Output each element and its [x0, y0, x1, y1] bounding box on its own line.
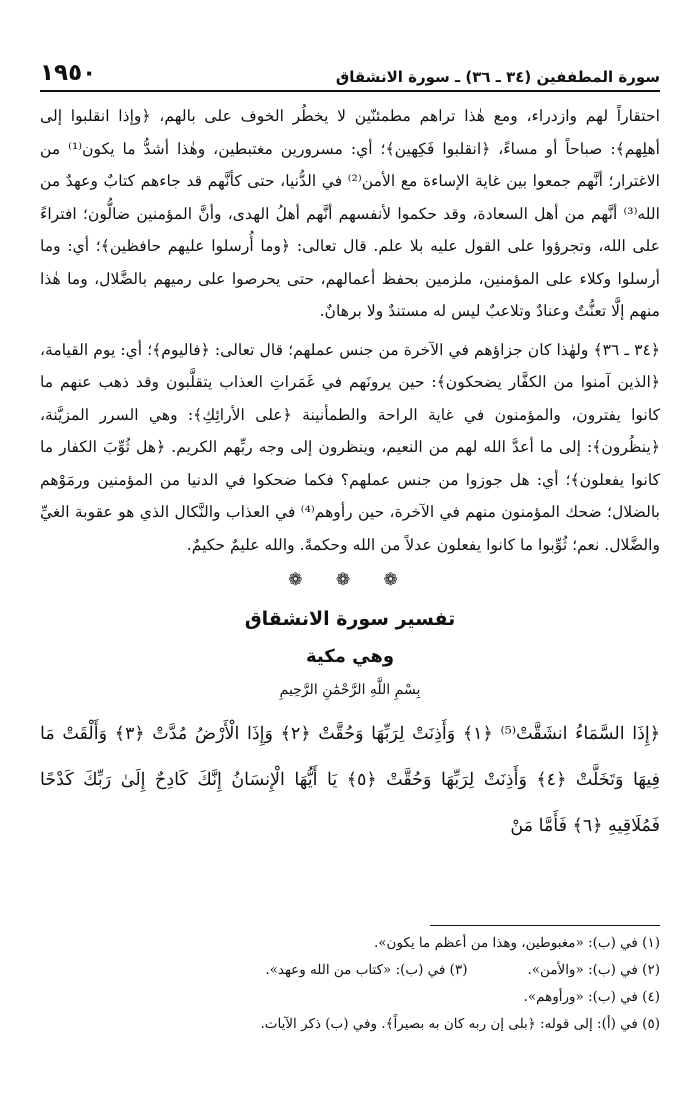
- book-page: [40, 52, 660, 849]
- paragraph: ﴿٣٤ ـ ٣٦﴾ ولهٰذا كان جزاؤهم في الآخرة من جنس عملهم؛ قال تعالى: ﴿فاليوم﴾؛ أي: يوم القيامة، ﴿الذين آمنوا من الكفَّار يضحكون﴾: حين يرونَهم في غَمَراتِ العذاب يتقلَّبون وقد ذهب عنهم ما كانوا يفترون، والمؤمنون في غاية الراحة والطمأنينة ﴿على الأرائِكِ﴾: وهي السرر المزيَّنة، ﴿ينظُرون﴾: إلى ما أعدَّ الله لهم من النعيم، وينظرون إلى وجه ربِّهم الكريم. ﴿هل ثُوِّبَ الكفار ما كانوا يفعلون﴾؛ أي: هل جوزوا من جنس عملهم؟ فكما ضحكوا في الدنيا من المؤمنين ورمَوْهم بالضلال؛ ضحك المؤمنون منهم في الآخرة، حين رأوهم⁽⁴⁾ في العذاب والنَّكال الذي هو عقوبة الغيِّ والضَّلال. نعم؛ ثُوِّبوا ما كانوا يفعلون عدلاً من الله وحكمةً. والله عليمٌ حكيمٌ.: [40, 340, 661, 554]
- footnote-number: (٥): [642, 1016, 660, 1032]
- basmala: بِسْمِ اللَّهِ الرَّحْمَٰنِ الرَّحِيمِ: [279, 682, 421, 698]
- footnote-list: [40, 930, 660, 1038]
- footnote-item: [524, 984, 660, 1011]
- ornament-separator: ❁ ❁ ❁: [288, 570, 412, 590]
- footnote-row: [40, 1011, 660, 1038]
- footnote-item: [265, 957, 467, 984]
- footnote-item: [374, 930, 660, 957]
- footnote-number: (٣): [449, 962, 468, 978]
- page-number: ١٩٥٠: [40, 60, 97, 86]
- footnote-text: في (ب): «والأمن».: [527, 962, 638, 978]
- footnote-rule: [430, 925, 660, 926]
- footnote-text: في (ب): «كتاب من الله وعهد».: [265, 962, 446, 978]
- paragraph: احتقاراً لهم وازدراء، ومع هٰذا تراهم مطمئنّين لا يخطُر الخوف على بالهم، ﴿وإذا انقلبوا إلى أهلِهم﴾: صباحاً أو مساءً، ﴿انقلبوا فَكِهين﴾؛ أي: مسرورين مغتبطين، وهٰذا أشدُّ ما يكون⁽¹⁾ من الاغترار؛ أنَّهم جمعوا بين غاية الإساءة مع الأمن⁽²⁾ في الدُّنيا، حتى كأنَّهم قد جاءهم كتابٌ وعهدٌ من الله⁽³⁾ أنَّهم من أهل السعادة، وقد حكموا لأنفسهم أنَّهم أهلُ الهدى، وأنَّ المؤمنين ضالُّون؛ افتراءً على الله، وتجرؤوا على القول عليه بلا علم. قال تعالى: ﴿وما أُرسلوا عليهم حافظين﴾؛ أي: وما أرسلوا وكلاء على المؤمنين، ملزمين بحفظ أعمالهم، حتى يحرصوا على رميهم بالضَّلال، وما هٰذا منهم إلَّا تعنُّتٌ وعنادٌ وتلاعبٌ ليس له مستندٌ ولا برهانٌ.: [40, 107, 661, 320]
- footnote-item: [260, 1011, 660, 1038]
- footnote-row: [40, 930, 660, 957]
- footnotes: [40, 925, 660, 1038]
- footnote-row: [40, 984, 660, 1011]
- footnote-number: (١): [642, 935, 660, 951]
- footnote-text: في (ب): «مغبوطين، وهذا من أعظم ما يكون».: [373, 935, 638, 951]
- footnote-text: في (أ): إلى قوله: ﴿بلى إن ربه كان به بصيراً﴾. وفي (ب) ذكر الآيات.: [260, 1016, 638, 1032]
- footnote-item: [528, 957, 661, 984]
- footnote-row: [40, 957, 660, 984]
- footnote-number: (٢): [642, 962, 660, 978]
- quran-verses: ﴿إِذَا السَّمَاءُ انشَقَّتْ⁽⁵⁾ ﴿١﴾ وَأَذِنَتْ لِرَبِّهَا وَحُقَّتْ ﴿٢﴾ وَإِذَا الْأَرْضُ مُدَّتْ ﴿٣﴾ وَأَلْقَتْ مَا فِيهَا وَتَخَلَّتْ ﴿٤﴾ وَأَذِنَتْ لِرَبِّهَا وَحُقَّتْ ﴿٥﴾ يَا أَيُّهَا الْإِنسَانُ إِنَّكَ كَادِحٌ إِلَىٰ رَبِّكَ كَدْحًا فَمُلَاقِيهِ ﴿٦﴾ فَأَمَّا مَنْ: [40, 724, 660, 836]
- header-title: سورة المطففين (٣٤ ـ ٣٦) ـ سورة الانشقاق: [335, 68, 660, 86]
- footnote-number: (٤): [642, 989, 660, 1005]
- body-text: [40, 100, 660, 561]
- footnote-text: في (ب): «ورأوهم».: [523, 989, 638, 1005]
- surah-title: تفسير سورة الانشقاق: [244, 608, 456, 630]
- surah-subtitle: وهي مكية: [305, 646, 395, 667]
- running-header: [40, 52, 660, 92]
